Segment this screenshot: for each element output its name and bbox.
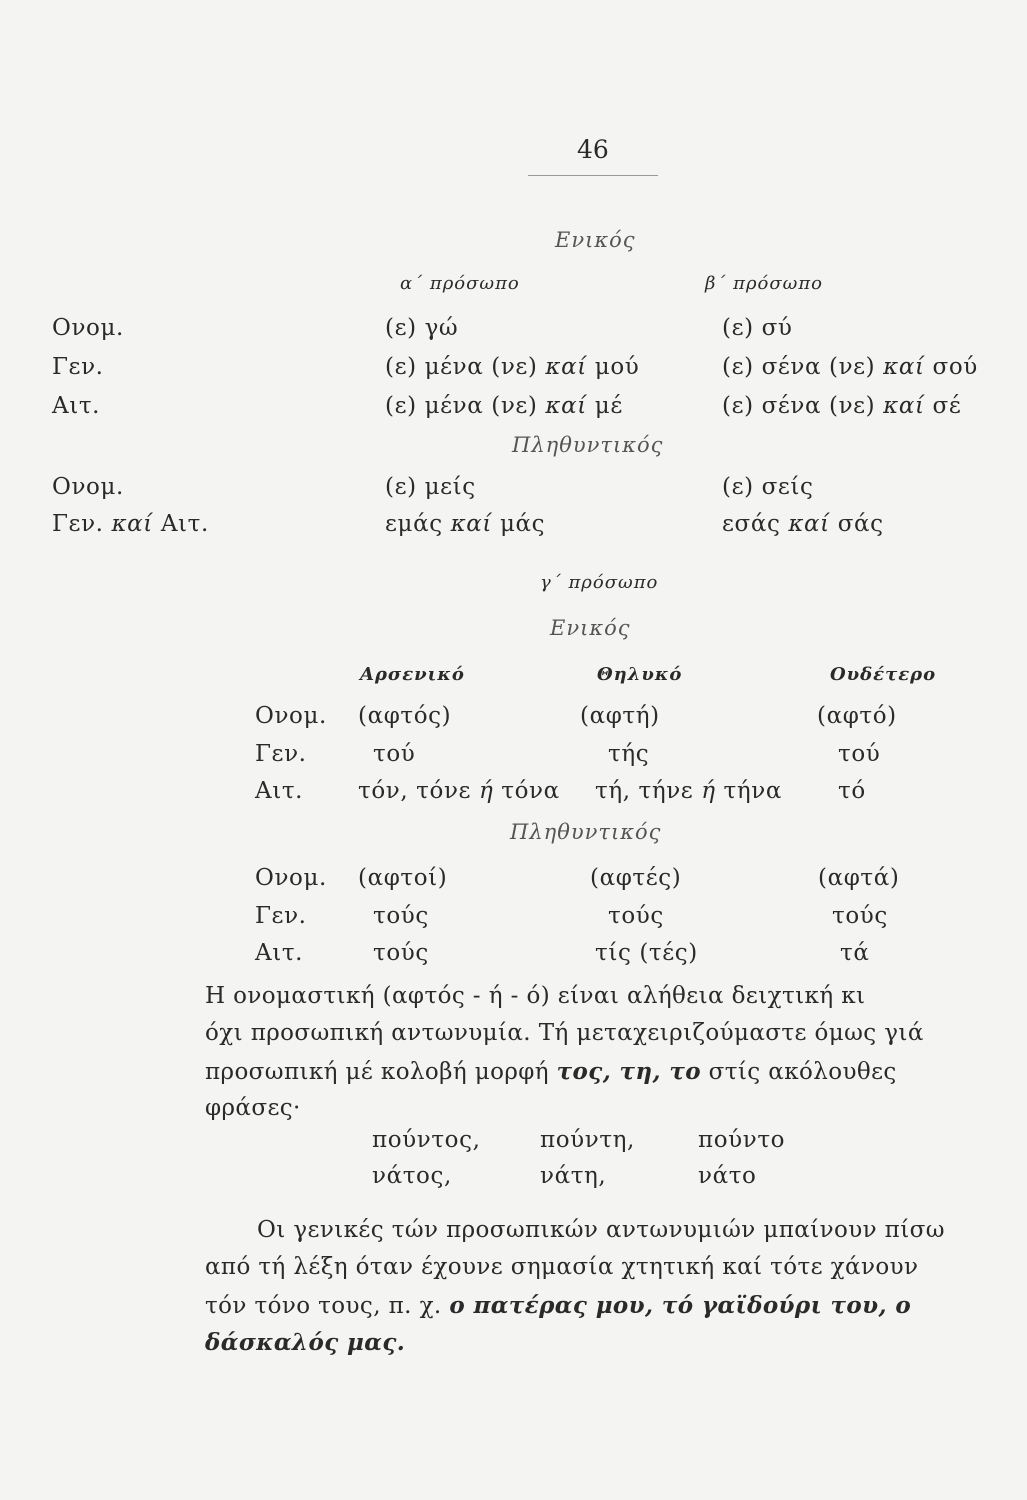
neuter-form: (αφτά)	[818, 865, 900, 891]
masculine-form: τούς	[373, 940, 429, 966]
masculine-form: τόν, τόνε ή τόνα	[358, 778, 560, 804]
case-label: Αιτ.	[255, 940, 304, 966]
case-label: Ονομ.	[52, 315, 124, 341]
case-label: Γεν.	[255, 903, 307, 929]
feminine-form: (αφτές)	[590, 865, 682, 891]
feminine-header: Θηλυκό	[597, 664, 683, 685]
first-person-form: (ε) μένα (νε) καί μέ	[385, 393, 623, 419]
first-person-form: εμάς καί μάς	[385, 511, 546, 537]
case-label: Αιτ.	[52, 393, 101, 419]
masculine-form: (αφτός)	[358, 703, 452, 729]
masculine-form: τού	[373, 741, 416, 767]
feminine-form: τή, τήνε ή τήνα	[595, 778, 782, 804]
feminine-form: τίς (τές)	[595, 940, 698, 966]
example-word: πούντο	[698, 1127, 786, 1153]
neuter-form: τού	[838, 741, 881, 767]
second-person-form: (ε) σύ	[722, 315, 793, 341]
case-label: Ονομ.	[52, 474, 124, 500]
example-word: νάτη,	[540, 1163, 607, 1189]
paragraph-line: όχι προσωπική αντωνυμία. Τή μεταχειριζούμαστε όμως γιά	[205, 1020, 924, 1046]
case-label: Γεν.	[52, 354, 104, 380]
example-word: πούντη,	[540, 1127, 635, 1153]
feminine-form: τούς	[608, 903, 664, 929]
second-person-form: (ε) σένα (νε) καί σέ	[722, 393, 962, 419]
neuter-form: τό	[838, 778, 866, 804]
second-person-header: β΄ πρόσωπο	[705, 273, 824, 294]
first-person-form: (ε) γώ	[385, 315, 459, 341]
heading-plural-1: Πληθυντικός	[512, 433, 664, 457]
neuter-form: τούς	[832, 903, 888, 929]
case-label: Γεν.	[255, 741, 307, 767]
example-word: νάτο	[698, 1163, 757, 1189]
first-person-header: α΄ πρόσωπο	[400, 273, 520, 294]
case-label: Αιτ.	[255, 778, 304, 804]
paragraph-line: προσωπική μέ κολοβή μορφή τος, τη, το στίς ακόλουθες	[205, 1058, 897, 1085]
paragraph-line: Η ονομαστική (αφτός - ή - ό) είναι αλήθεια δειχτική κι	[205, 983, 866, 1009]
case-label: Ονομ.	[255, 703, 327, 729]
second-person-form: (ε) σείς	[722, 474, 814, 500]
first-person-form: (ε) μένα (νε) καί μού	[385, 354, 640, 380]
masculine-header: Αρσενικό	[360, 664, 465, 685]
header-rule	[528, 175, 658, 176]
example-word: νάτος,	[372, 1163, 452, 1189]
example-word: πούντος,	[372, 1127, 481, 1153]
paragraph-line: από τή λέξη όταν έχουνε σημασία χτητική καί τότε χάνουν	[205, 1254, 919, 1280]
heading-singular-2: Ενικός	[550, 616, 631, 640]
heading-plural-2: Πληθυντικός	[510, 820, 662, 844]
neuter-header: Ουδέτερο	[830, 664, 937, 685]
case-label: Ονομ.	[255, 865, 327, 891]
heading-singular-1: Ενικός	[555, 228, 636, 252]
second-person-form: εσάς καί σάς	[722, 511, 884, 537]
masculine-form: (αφτοί)	[358, 865, 448, 891]
masculine-form: τούς	[373, 903, 429, 929]
third-person-header: γ΄ πρόσωπο	[540, 572, 659, 593]
neuter-form: (αφτό)	[817, 703, 897, 729]
paragraph-line: φράσες·	[205, 1095, 301, 1121]
feminine-form: (αφτή)	[580, 703, 660, 729]
second-person-form: (ε) σένα (νε) καί σού	[722, 354, 978, 380]
first-person-form: (ε) μείς	[385, 474, 476, 500]
paragraph-line: δάσκαλός μας.	[205, 1329, 406, 1356]
paragraph-line: τόν τόνο τους, π. χ. ο πατέρας μου, τό γαϊδούρι του, ο	[205, 1292, 912, 1319]
case-label: Γεν. καί Αιτ.	[52, 511, 209, 537]
paragraph-line: Οι γενικές τών προσωπικών αντωνυμιών μπαίνουν πίσω	[257, 1217, 945, 1243]
neuter-form: τά	[840, 940, 870, 966]
feminine-form: τής	[608, 741, 650, 767]
page-number: 46	[577, 135, 609, 164]
